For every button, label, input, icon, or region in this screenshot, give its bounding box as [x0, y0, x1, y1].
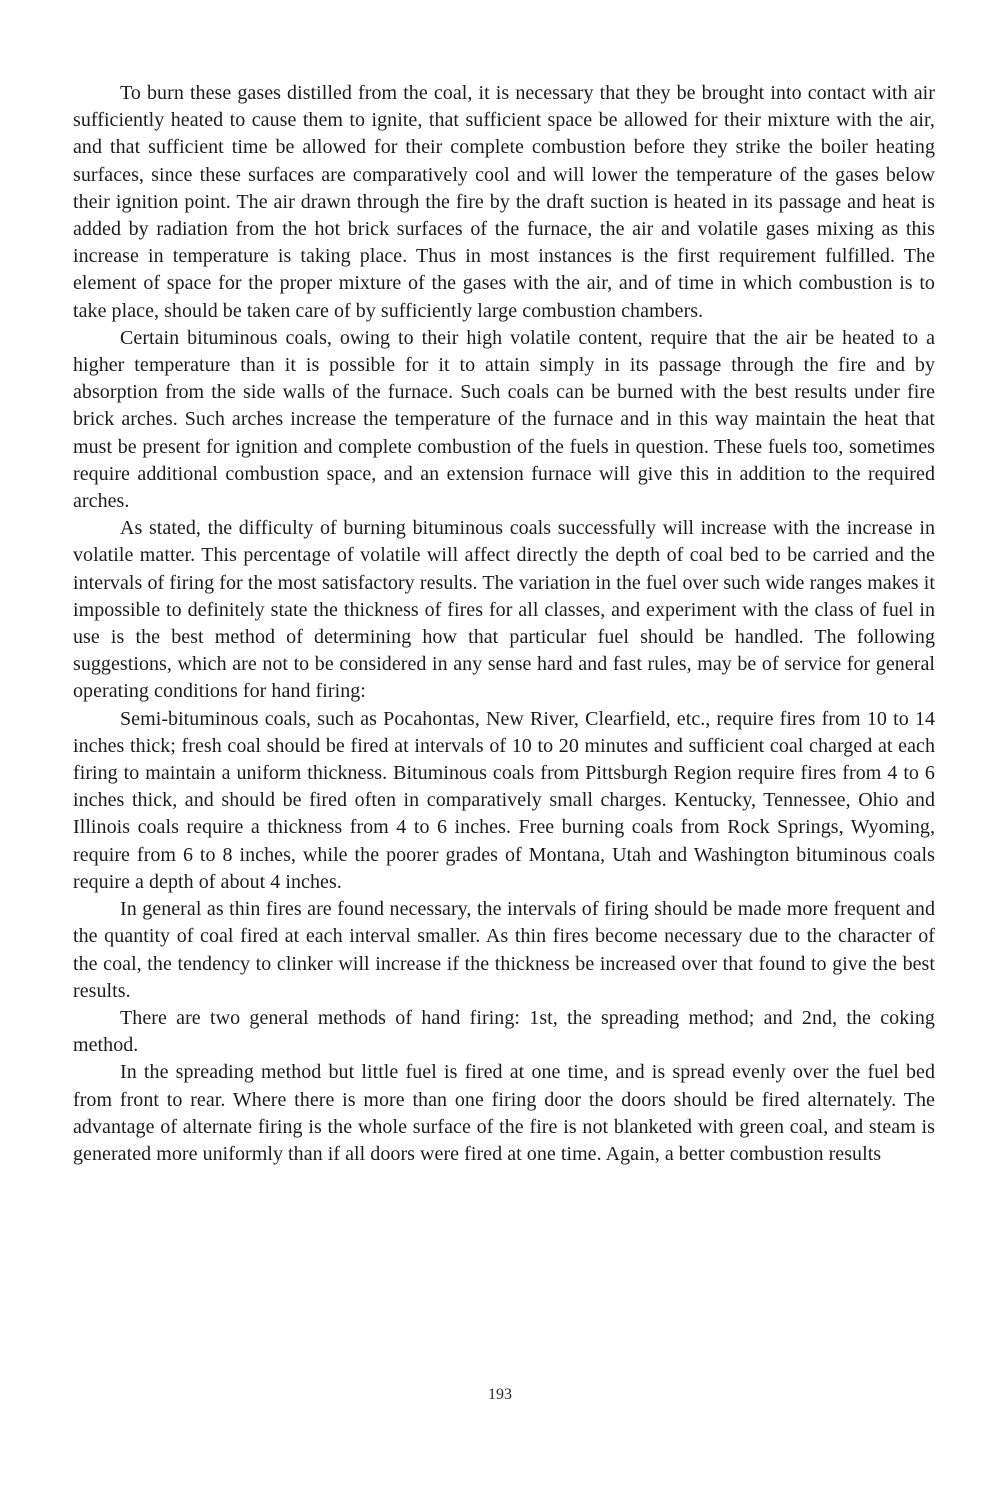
body-text	[73, 80, 935, 1168]
paragraph-fire-thickness: Semi-bituminous coals, such as Pocahontas, New River, Clearfield, etc., require fires from 10 to 14 inches thick; fresh coal should be fired at intervals of 10 to 20 minutes and sufficient coal charged at each firing to maintain a uniform thickness. Bituminous coals from Pittsburgh Region require fires from 4 to 6 inches thick, and should be fired often in comparatively small charges. Kentucky, Tennessee, Ohio and Illinois coals require a thickness from 4 to 6 inches. Free burning coals from Rock Springs, Wyoming, require from 6 to 8 inches, while the poorer grades of Montana, Utah and Washington bituminous coals require a depth of about 4 inches.	[73, 707, 935, 893]
page-number: 193	[488, 1386, 512, 1403]
paragraph-gas-combustion: To burn these gases distilled from the coal, it is necessary that they be brought into contact with air sufficiently heated to cause them to ignite, that sufficient space be allowed for their mixture with the air, and that sufficient time be allowed for their complete combustion before they strike the boiler heating surfaces, since these surfaces are comparatively cool and will lower the temperature of the gases below their ignition point. The air drawn through the fire by the draft suction is heated in its passage and heat is added by radiation from the hot brick surfaces of the furnace, the air and volatile gases mixing as this increase in temperature is taking place. Thus in most instances is the first requirement fulfilled. The element of space for the proper mixture of the gases with the air, and of time in which combustion is to take place, should be taken care of by sufficiently large combustion chambers.	[73, 82, 935, 322]
paragraph-firing-methods: There are two general methods of hand firing: 1st, the spreading method; and 2nd, the coking method.	[73, 1006, 935, 1057]
paragraph-volatile-matter: As stated, the difficulty of burning bituminous coals successfully will increase with the increase in volatile matter. This percentage of volatile will affect directly the depth of coal bed to be carried and the intervals of firing for the most satisfactory results. The variation in the fuel over such wide ranges makes it impossible to definitely state the thickness of fires for all classes, and experiment with the class of fuel in use is the best method of determining how that particular fuel should be handled. The following suggestions, which are not to be considered in any sense hard and fast rules, may be of service for general operating conditions for hand firing:	[73, 517, 935, 703]
paragraph-spreading-method: In the spreading method but little fuel is fired at one time, and is spread evenly over the fuel bed from front to rear. Where there is more than one firing door the doors should be fired alternately. The advantage of alternate firing is the whole surface of the fire is not blanketed with green coal, and steam is generated more uniformly than if all doors were fired at one time. Again, a better combustion results	[73, 1061, 935, 1165]
paragraph-thin-fires: In general as thin fires are found necessary, the intervals of firing should be made more frequent and the quantity of coal fired at each interval smaller. As thin fires become necessary due to the character of the coal, the tendency to clinker will increase if the thickness be increased over that found to give the best results.	[73, 898, 935, 1002]
paragraph-bituminous-arches: Certain bituminous coals, owing to their high volatile content, require that the air be heated to a higher temperature than it is possible for it to attain simply in its passage through the fire and by absorption from the side walls of the furnace. Such coals can be burned with the best results under fire brick arches. Such arches increase the temperature of the furnace and in this way maintain the heat that must be present for ignition and complete combustion of the fuels in question. These fuels too, sometimes require additional combustion space, and an extension furnace will give this in addition to the required arches.	[73, 326, 935, 513]
